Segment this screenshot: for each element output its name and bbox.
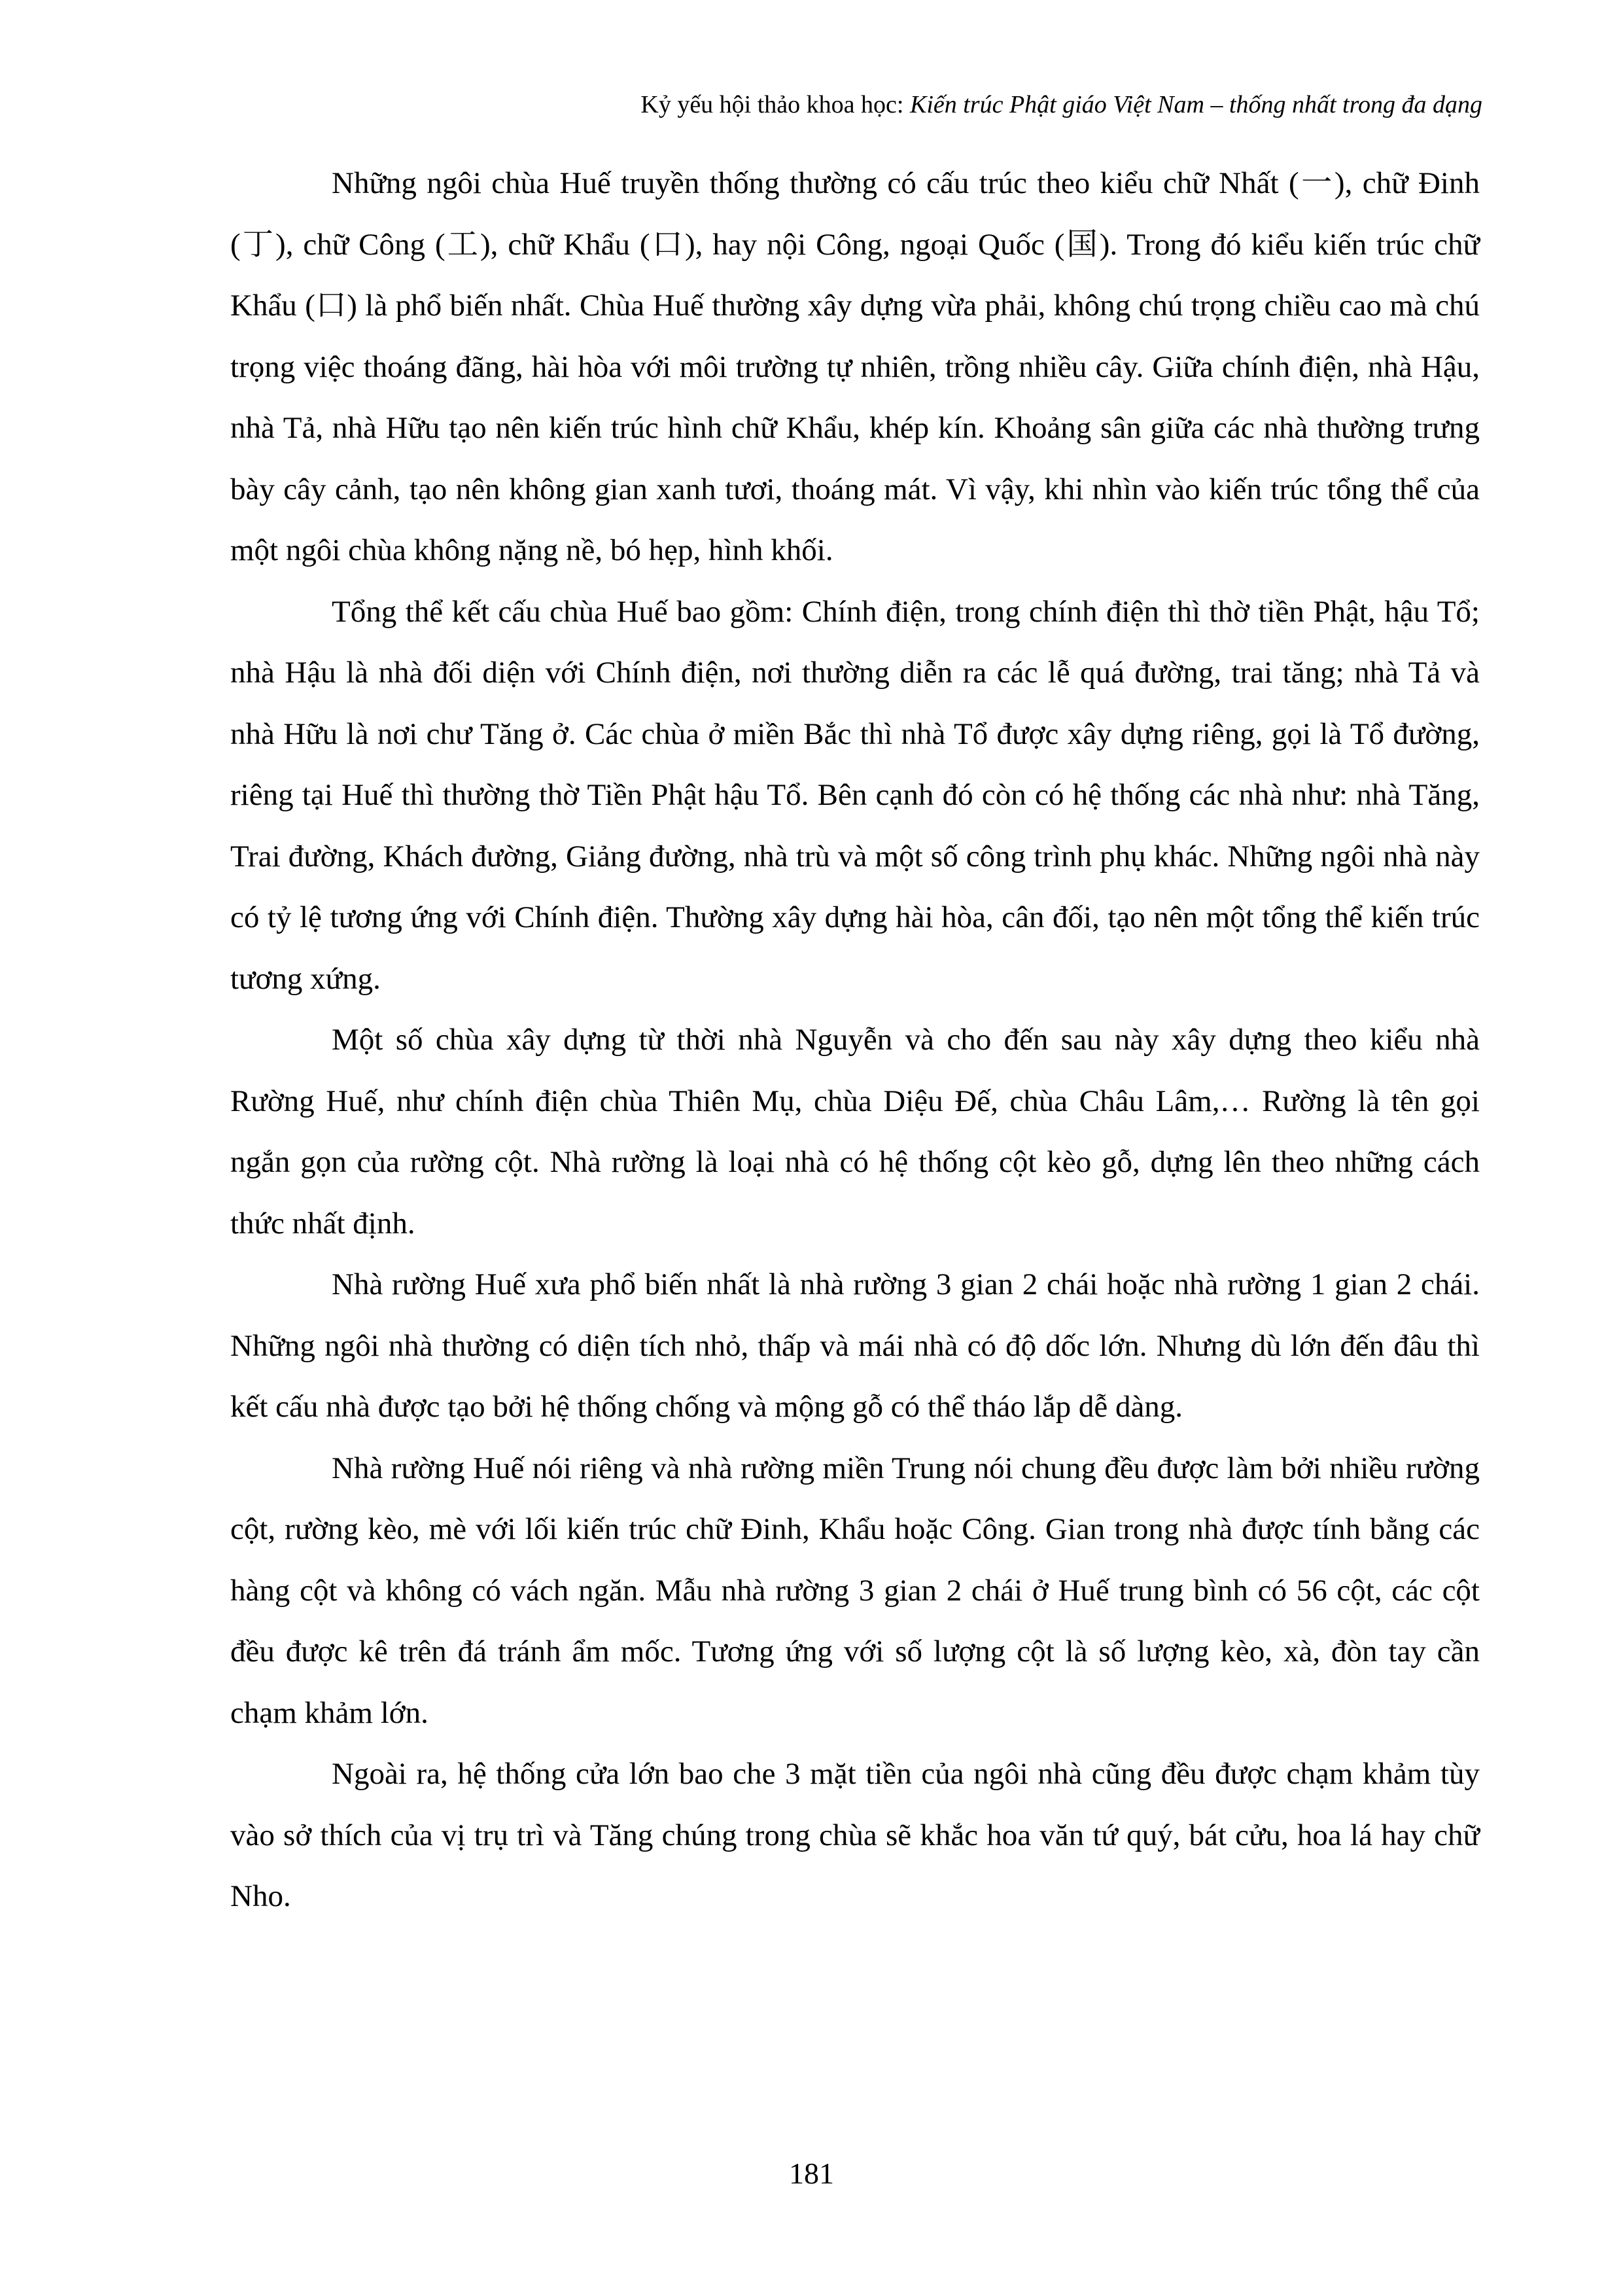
paragraph: Nhà rường Huế xưa phổ biến nhất là nhà rường 3 gian 2 chái hoặc nhà rường 1 gian 2 chái. Những ngôi nhà thường có diện tích nhỏ, thấp và mái nhà có độ dốc lớn. Nhưng dù lớn đến đâu thì kết cấu nhà được tạo bởi hệ thống chống và mộng gỗ có thể tháo lắp dễ dàng. bbox=[230, 1267, 1480, 1424]
paragraph: Nhà rường Huế nói riêng và nhà rường miền Trung nói chung đều được làm bởi nhiều rường cột, rường kèo, mè với lối kiến trúc chữ Đinh, Khẩu hoặc Công. Gian trong nhà được tính bằng các hàng cột và không có vách ngăn. Mẫu nhà rường 3 gian 2 chái ở Huế trung bình có 56 cột, các cột đều được kê trên đá tránh ẩm mốc. Tương ứng với số lượng cột là số lượng kèo, xà, đòn tay cần chạm khảm lớn. bbox=[230, 1451, 1480, 1730]
paragraph: Ngoài ra, hệ thống cửa lớn bao che 3 mặt tiền của ngôi nhà cũng đều được chạm khảm tùy vào sở thích của vị trụ trì và Tăng chúng trong chùa sẽ khắc hoa văn tứ quý, bát cửu, hoa lá hay chữ Nho. bbox=[230, 1757, 1480, 1913]
running-header bbox=[640, 88, 1482, 121]
header-title: Kiến trúc Phật giáo Việt Nam – thống nhất trong đa dạng bbox=[909, 91, 1482, 118]
paragraph: Tổng thể kết cấu chùa Huế bao gồm: Chính điện, trong chính điện thì thờ tiền Phật, hậu Tổ; nhà Hậu là nhà đối diện với Chính điện, nơi thường diễn ra các lễ quá đường, trai tăng; nhà Tả và nhà Hữu là nơi chư Tăng ở. Các chùa ở miền Bắc thì nhà Tổ được xây dựng riêng, gọi là Tổ đường, riêng tại Huế thì thường thờ Tiền Phật hậu Tổ. Bên cạnh đó còn có hệ thống các nhà như: nhà Tăng, Trai đường, Khách đường, Giảng đường, nhà trù và một số công trình phụ khác. Những ngôi nhà này có tỷ lệ tương ứng với Chính điện. Thường xây dựng hài hòa, cân đối, tạo nên một tổng thể kiến trúc tương xứng. bbox=[230, 594, 1480, 996]
header-prefix: Kỷ yếu hội thảo khoa học: bbox=[640, 91, 910, 118]
paragraph: Những ngôi chùa Huế truyền thống thường có cấu trúc theo kiểu chữ Nhất (一), chữ Đinh (丁), chữ Công (工), chữ Khẩu (口), hay nội Công, ngoại Quốc (国). Trong đó kiểu kiến trúc chữ Khẩu (口) là phổ biến nhất. Chùa Huế thường xây dựng vừa phải, không chú trọng chiều cao mà chú trọng việc thoáng đãng, hài hòa với môi trường tự nhiên, trồng nhiều cây. Giữa chính điện, nhà Hậu, nhà Tả, nhà Hữu tạo nên kiến trúc hình chữ Khẩu, khép kín. Khoảng sân giữa các nhà thường trưng bày cây cảnh, tạo nên không gian xanh tươi, thoáng mát. Vì vậy, khi nhìn vào kiến trúc tổng thể của một ngôi chùa không nặng nề, bó hẹp, hình khối. bbox=[230, 166, 1480, 567]
paragraph: Một số chùa xây dựng từ thời nhà Nguyễn và cho đến sau này xây dựng theo kiểu nhà Rường Huế, như chính điện chùa Thiên Mụ, chùa Diệu Đế, chùa Châu Lâm,… Rường là tên gọi ngắn gọn của rường cột. Nhà rường là loại nhà có hệ thống cột kèo gỗ, dựng lên theo những cách thức nhất định. bbox=[230, 1023, 1480, 1241]
body-text bbox=[230, 153, 1480, 1928]
page-number: 181 bbox=[789, 2157, 834, 2190]
